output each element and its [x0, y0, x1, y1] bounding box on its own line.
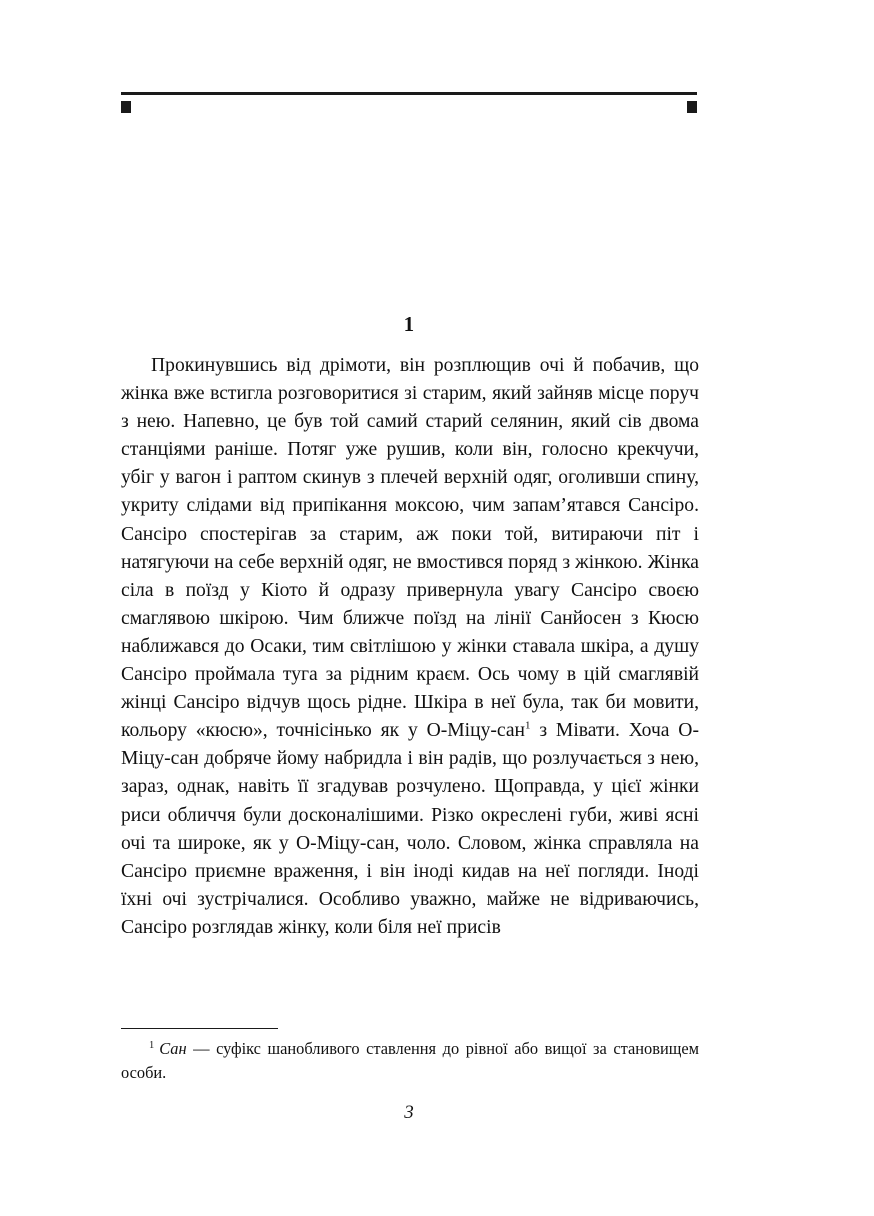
footnote-block	[121, 1028, 699, 1085]
header-square-right-icon	[687, 101, 697, 113]
footnote-text	[121, 1037, 699, 1085]
footnote-term: Сан	[159, 1039, 187, 1059]
footnote-marker: 1	[149, 1039, 155, 1051]
body-text-block	[121, 352, 699, 942]
body-paragraph-part-1: Прокинувшись від дрімоти, він розплющив очі й побачив, що жінка вже встигла розговоритися зі старим, який зайняв місце поруч з нею. Напевно, це був той самий старий селянин, який сів двома станціями раніше. Потяг уже рушив, коли він, голосно крекчучи, убіг у вагон і раптом скинув з плечей верхній одяг, оголивши спину, укриту слідами від припікання моксою, чим запам’ятався Сансіро. Сансіро спостерігав за старим, аж поки той, витираючи піт і натягуючи на себе верхній одяг, не вмостився поряд з жінкою. Жінка сіла в поїзд у Кіото й одразу привернула увагу Сансіро своєю смаглявою шкірою. Чим ближче поїзд на лінії Санйосен з Кюсю наближався до Осаки, тим світлішою у жінки ставала шкіра, а душу Сансіро проймала туга за рідним краєм. Ось чому в цій смаглявій жінці Сансіро відчув щось рідне. Шкіра в неї була, так би мовити, кольору «кюсю», точнісінько як у О-Міцу-сан	[121, 355, 699, 742]
footnote-definition: — суфікс шанобливого ставлення до рівної або вищої за становищем особи.	[121, 1039, 699, 1083]
footnote-reference-marker[interactable]: 1	[525, 719, 531, 732]
body-paragraph	[121, 352, 699, 942]
page-number: 3	[404, 1102, 414, 1123]
header-rule	[121, 92, 697, 95]
chapter-number: 1	[403, 312, 415, 336]
header-square-left-icon	[121, 101, 131, 113]
footnote-separator-rule	[121, 1028, 278, 1029]
body-paragraph-part-2: з Мівати. Хоча О-Міцу-сан добряче йому набридла і він радів, що розлучається з нею, зараз, однак, навіть її згадував розчулено. Щоправда, у цієї жінки риси обличчя були досконалішими. Різко окреслені губи, живі ясні очі та широке, як у О-Міцу-сан, чоло. Словом, жінка справляла на Сансіро приємне враження, і він іноді кидав на неї погляди. Іноді їхні очі зустрічалися. Особливо уважно, майже не відриваючись, Сансіро розглядав жінку, коли біля неї присів	[121, 720, 699, 938]
header-ornament	[121, 92, 697, 116]
